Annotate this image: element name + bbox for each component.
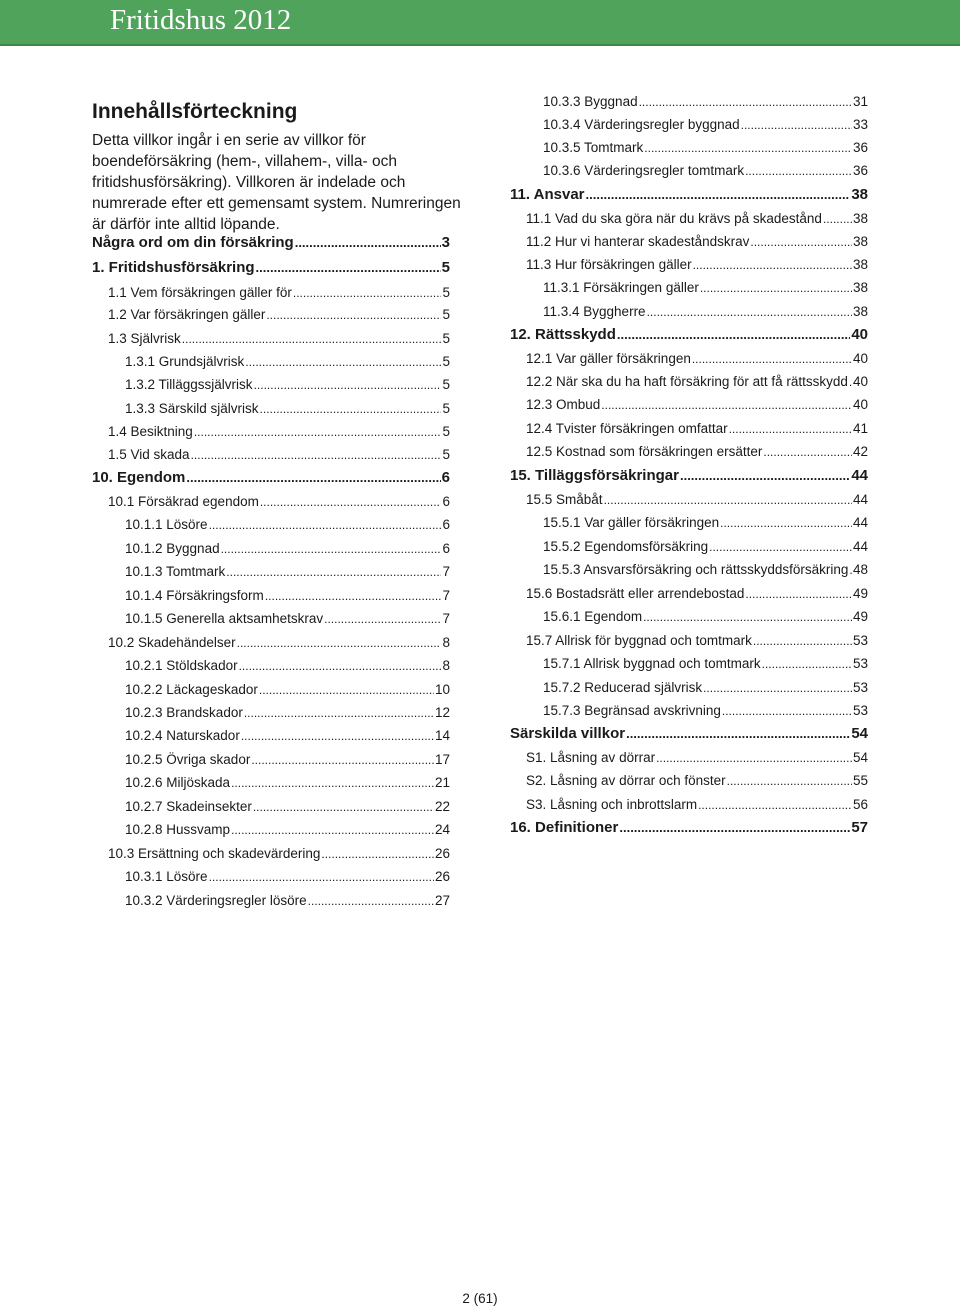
toc-entry-page: 42 (852, 444, 868, 459)
toc-leader-dots (656, 749, 852, 767)
toc-entry-title: 1. Fritidshusförsäkring (92, 259, 255, 276)
toc-leader-dots (194, 423, 442, 441)
toc-entry[interactable] (510, 725, 868, 743)
toc-entry-page: 57 (851, 819, 868, 836)
toc-entry[interactable] (125, 774, 450, 792)
toc-entry-title: 10.3.4 Värderingsregler byggnad (543, 117, 740, 132)
toc-leader-dots (709, 538, 852, 556)
toc-entry-page: 5 (442, 331, 450, 346)
page-number: 2 (61) (462, 1291, 498, 1306)
toc-leader-dots (221, 540, 442, 558)
toc-entry-page: 38 (852, 304, 868, 319)
toc-leader-dots (182, 330, 442, 348)
toc-entry-page: 6 (442, 517, 450, 532)
toc-leader-dots (750, 233, 852, 251)
toc-entry-title: 11.3.4 Byggherre (543, 304, 646, 319)
toc-entry-page: 48 (852, 562, 868, 577)
toc-entry-title: S2. Låsning av dörrar och fönster (526, 773, 726, 788)
toc-entry-title: 11.2 Hur vi hanterar skadeståndskrav (526, 234, 750, 249)
toc-entry-title: 10.3 Ersättning och skadevärdering (108, 846, 321, 861)
toc-leader-dots (604, 491, 852, 509)
toc-entry-title: 15.5 Småbåt (526, 492, 603, 507)
toc-entry[interactable] (526, 796, 868, 814)
toc-entry[interactable] (125, 540, 450, 558)
toc-leader-dots (259, 681, 434, 699)
toc-entry-title: 11.3.1 Försäkringen gäller (543, 280, 699, 295)
toc-entry-page: 40 (852, 374, 868, 389)
toc-entry[interactable] (510, 467, 868, 485)
toc-entry-title: S1. Låsning av dörrar (526, 750, 656, 765)
toc-entry-page: 53 (852, 703, 868, 718)
toc-entry-page: 8 (442, 635, 450, 650)
toc-entry-page: 38 (852, 211, 868, 226)
document-title: Fritidshus 2012 (110, 4, 292, 36)
toc-leader-dots (849, 373, 852, 391)
toc-entry[interactable] (526, 396, 868, 414)
toc-leader-dots (849, 561, 852, 579)
toc-entry[interactable] (125, 704, 450, 722)
toc-leader-dots (266, 306, 441, 324)
toc-leader-dots (295, 234, 441, 252)
toc-entry-page: 36 (852, 140, 868, 155)
toc-entry-page: 27 (434, 893, 450, 908)
toc-entry[interactable] (125, 821, 450, 839)
toc-leader-dots (703, 679, 852, 697)
toc-entry[interactable] (92, 234, 450, 252)
toc-entry-title: Några ord om din försäkring (92, 234, 294, 251)
toc-entry-title: 15.6.1 Egendom (543, 609, 643, 624)
toc-entry[interactable] (526, 256, 868, 274)
toc-entry[interactable] (125, 563, 450, 581)
toc-entry[interactable] (543, 655, 868, 673)
toc-entry-page: 7 (442, 564, 450, 579)
toc-leader-dots (586, 186, 851, 204)
page-header-bar (0, 0, 960, 46)
toc-leader-dots (745, 585, 852, 603)
toc-entry-page: 7 (442, 588, 450, 603)
toc-entry-page: 44 (852, 539, 868, 554)
toc-entry-title: 10.3.1 Lösöre (125, 869, 208, 884)
toc-entry[interactable] (526, 491, 868, 509)
toc-entry-title: 10.2 Skadehändelser (108, 635, 236, 650)
toc-entry[interactable] (125, 892, 450, 910)
toc-leader-dots (244, 704, 434, 722)
toc-leader-dots (643, 608, 852, 626)
toc-entry-title: 12.2 När ska du ha haft försäkring för att få rättsskydd (526, 374, 848, 389)
toc-entry[interactable] (125, 751, 450, 769)
toc-entry-title: 12.4 Tvister försäkringen omfattar (526, 421, 728, 436)
toc-entry-title: 10.2.6 Miljöskada (125, 775, 231, 790)
toc-entry-title: 10.2.4 Naturskador (125, 728, 240, 743)
toc-entry-page: 40 (851, 326, 868, 343)
toc-entry-page: 40 (852, 397, 868, 412)
toc-leader-dots (251, 751, 434, 769)
toc-entry-page: 5 (442, 354, 450, 369)
toc-entry-title: 10.1.4 Försäkringsform (125, 588, 264, 603)
toc-entry-page: 38 (851, 186, 868, 203)
toc-entry[interactable] (526, 210, 868, 228)
toc-entry-page: 44 (852, 492, 868, 507)
toc-leader-dots (639, 93, 852, 111)
toc-entry[interactable] (543, 608, 868, 626)
toc-entry-page: 49 (852, 609, 868, 624)
toc-entry-page: 38 (852, 234, 868, 249)
toc-entry[interactable] (125, 657, 450, 675)
toc-entry[interactable] (543, 116, 868, 134)
toc-entry-title: 10.1.5 Generella aktsamhetskrav (125, 611, 324, 626)
toc-entry-page: 31 (852, 94, 868, 109)
toc-entry-page: 14 (434, 728, 450, 743)
toc-entry-title: 10.2.1 Stöldskador (125, 658, 238, 673)
toc-entry[interactable] (543, 561, 868, 579)
toc-entry-page: 3 (441, 234, 450, 251)
toc-entry-page: 6 (441, 469, 450, 486)
toc-entry-page: 49 (852, 586, 868, 601)
toc-entry[interactable] (526, 443, 868, 461)
toc-leader-dots (256, 259, 441, 277)
toc-entry[interactable] (125, 376, 450, 394)
toc-entry-title: 16. Definitioner (510, 819, 619, 836)
toc-entry[interactable] (526, 632, 868, 650)
toc-entry-title: 10.1.3 Tomtmark (125, 564, 226, 579)
toc-entry-page: 40 (852, 351, 868, 366)
toc-entry[interactable] (510, 186, 868, 204)
toc-entry[interactable] (526, 420, 868, 438)
toc-entry-page: 53 (852, 656, 868, 671)
toc-leader-dots (693, 256, 852, 274)
toc-entry-title: 10.3.2 Värderingsregler lösöre (125, 893, 307, 908)
toc-leader-dots (239, 657, 442, 675)
toc-entry[interactable] (108, 446, 450, 464)
toc-leader-dots (720, 514, 852, 532)
toc-entry-title: 12.1 Var gäller försäkringen (526, 351, 691, 366)
toc-leader-dots (729, 420, 852, 438)
toc-entry-page: 44 (851, 467, 868, 484)
toc-leader-dots (680, 467, 850, 485)
toc-entry[interactable] (543, 93, 868, 111)
toc-entry-title: 1.5 Vid skada (108, 447, 190, 462)
toc-entry-title: 1.3 Självrisk (108, 331, 181, 346)
toc-intro-text: Detta villkor ingår i en serie av villkor för boendeförsäkring (hem-, villahem-, villa- och fritidshusförsäkring). Villkoren är indelade och numrerade efter ett gemensamt system. Numreringen är därför inte alltid löpande. (92, 132, 461, 233)
toc-entry-page: 21 (434, 775, 450, 790)
toc-entry-title: Särskilda villkor (510, 725, 626, 742)
toc-entry[interactable] (543, 279, 868, 297)
toc-entry-title: 15.7.3 Begränsad avskrivning (543, 703, 721, 718)
toc-entry-page: 5 (442, 285, 450, 300)
toc-leader-dots (698, 796, 852, 814)
toc-entry-page: 6 (442, 494, 450, 509)
toc-entry-title: 11. Ansvar (510, 186, 585, 203)
toc-leader-dots (741, 116, 852, 134)
toc-leader-dots (617, 326, 850, 344)
toc-entry-title: 10.1 Försäkrad egendom (108, 494, 259, 509)
toc-entry[interactable] (125, 868, 450, 886)
toc-entry-title: 15. Tilläggsförsäkringar (510, 467, 679, 484)
toc-entry[interactable] (125, 400, 450, 418)
toc-entry-page: 54 (852, 750, 868, 765)
toc-entry[interactable] (543, 139, 868, 157)
toc-entry-page: 36 (852, 163, 868, 178)
toc-entry[interactable] (510, 819, 868, 837)
toc-heading: Innehållsförteckning (92, 100, 298, 123)
toc-leader-dots (253, 798, 434, 816)
toc-entry[interactable] (108, 845, 450, 863)
toc-entry-title: 10.1.2 Byggnad (125, 541, 220, 556)
toc-entry-page: 17 (434, 752, 450, 767)
toc-entry-page: 12 (434, 705, 450, 720)
toc-entry-page: 26 (434, 846, 450, 861)
toc-entry-page: 7 (442, 611, 450, 626)
toc-entry-title: 10. Egendom (92, 469, 186, 486)
toc-entry-page: 10 (434, 682, 450, 697)
toc-leader-dots (245, 353, 441, 371)
toc-entry[interactable] (108, 423, 450, 441)
toc-entry-page: 56 (852, 797, 868, 812)
toc-leader-dots (700, 279, 852, 297)
toc-entry-title: 12. Rättsskydd (510, 326, 616, 343)
toc-entry-page: 38 (852, 280, 868, 295)
toc-entry-title: 10.2.5 Övriga skador (125, 752, 251, 767)
toc-entry-title: 1.3.3 Särskild självrisk (125, 401, 259, 416)
toc-entry-page: 24 (434, 822, 450, 837)
toc-entry[interactable] (526, 373, 868, 391)
toc-leader-dots (324, 610, 441, 628)
toc-leader-dots (753, 632, 852, 650)
toc-entry-page: 5 (442, 307, 450, 322)
toc-entry[interactable] (543, 679, 868, 697)
toc-entry-title: 15.5.2 Egendomsförsäkring (543, 539, 709, 554)
toc-entry-title: 10.2.3 Brandskador (125, 705, 243, 720)
toc-entry-page: 38 (852, 257, 868, 272)
toc-entry-page: 55 (852, 773, 868, 788)
toc-entry-page: 8 (442, 658, 450, 673)
toc-entry[interactable] (108, 330, 450, 348)
toc-entry[interactable] (125, 516, 450, 534)
toc-leader-dots (237, 634, 442, 652)
toc-entry-title: 1.3.1 Grundsjälvrisk (125, 354, 245, 369)
toc-entry[interactable] (526, 233, 868, 251)
toc-entry-title: 1.3.2 Tilläggssjälvrisk (125, 377, 253, 392)
toc-leader-dots (226, 563, 441, 581)
toc-entry[interactable] (92, 469, 450, 487)
toc-entry-title: 15.7.2 Reducerad självrisk (543, 680, 703, 695)
toc-leader-dots (260, 400, 442, 418)
toc-entry[interactable] (125, 587, 450, 605)
toc-leader-dots (260, 493, 442, 511)
toc-leader-dots (619, 819, 850, 837)
toc-entry[interactable] (108, 493, 450, 511)
toc-entry-page: 5 (441, 259, 450, 276)
toc-entry-page: 6 (442, 541, 450, 556)
toc-entry[interactable] (526, 585, 868, 603)
toc-entry-title: 15.5.3 Ansvarsförsäkring och rättsskyddsförsäkring (543, 562, 849, 577)
toc-entry-title: 11.1 Vad du ska göra när du krävs på skadestånd (526, 211, 822, 226)
toc-entry-title: 15.6 Bostadsrätt eller arrendebostad (526, 586, 745, 601)
toc-entry-page: 5 (442, 447, 450, 462)
toc-entry-title: 1.4 Besiktning (108, 424, 193, 439)
toc-leader-dots (241, 727, 434, 745)
toc-leader-dots (321, 845, 434, 863)
toc-entry-title: 15.7 Allrisk för byggnad och tomtmark (526, 633, 752, 648)
toc-entry-page: 53 (852, 680, 868, 695)
toc-leader-dots (293, 284, 442, 302)
toc-entry[interactable] (543, 514, 868, 532)
toc-entry-title: 1.1 Vem försäkringen gäller för (108, 285, 292, 300)
toc-entry-title: 15.5.1 Var gäller försäkringen (543, 515, 720, 530)
toc-leader-dots (231, 774, 434, 792)
toc-entry[interactable] (92, 259, 450, 277)
toc-entry-title: 10.3.5 Tomtmark (543, 140, 644, 155)
toc-entry-title: 10.3.3 Byggnad (543, 94, 638, 109)
toc-entry[interactable] (526, 350, 868, 368)
toc-leader-dots (762, 655, 852, 673)
toc-leader-dots (191, 446, 442, 464)
toc-entry-title: 15.7.1 Allrisk byggnad och tomtmark (543, 656, 761, 671)
toc-entry-page: 22 (434, 799, 450, 814)
toc-entry[interactable] (526, 749, 868, 767)
toc-leader-dots (644, 139, 852, 157)
toc-leader-dots (254, 376, 442, 394)
toc-entry[interactable] (543, 162, 868, 180)
toc-entry-page: 5 (442, 424, 450, 439)
toc-leader-dots (763, 443, 852, 461)
toc-entry[interactable] (543, 538, 868, 556)
toc-leader-dots (823, 210, 852, 228)
toc-entry[interactable] (510, 326, 868, 344)
toc-entry-title: S3. Låsning och inbrottslarm (526, 797, 698, 812)
toc-entry-page: 33 (852, 117, 868, 132)
toc-entry[interactable] (108, 284, 450, 302)
toc-entry[interactable] (108, 306, 450, 324)
toc-entry[interactable] (108, 634, 450, 652)
toc-entry-title: 10.2.2 Läckageskador (125, 682, 258, 697)
toc-entry-title: 12.3 Ombud (526, 397, 601, 412)
toc-leader-dots (647, 303, 852, 321)
toc-leader-dots (209, 516, 442, 534)
toc-leader-dots (308, 892, 434, 910)
toc-entry[interactable] (543, 303, 868, 321)
toc-entry-title: 10.3.6 Värderingsregler tomtmark (543, 163, 745, 178)
toc-entry-title: 11.3 Hur försäkringen gäller (526, 257, 692, 272)
toc-entry[interactable] (125, 798, 450, 816)
toc-entry[interactable] (543, 702, 868, 720)
toc-entry-page: 41 (852, 421, 868, 436)
toc-leader-dots (727, 772, 852, 790)
toc-entry[interactable] (125, 727, 450, 745)
toc-entry-title: 12.5 Kostnad som försäkringen ersätter (526, 444, 763, 459)
toc-entry-page: 5 (442, 401, 450, 416)
toc-leader-dots (601, 396, 852, 414)
toc-entry[interactable] (125, 610, 450, 628)
toc-entry-page: 26 (434, 869, 450, 884)
toc-entry-page: 54 (851, 725, 868, 742)
toc-leader-dots (186, 469, 440, 487)
toc-leader-dots (692, 350, 852, 368)
toc-entry-title: 10.2.8 Hussvamp (125, 822, 231, 837)
toc-leader-dots (722, 702, 852, 720)
toc-entry[interactable] (125, 353, 450, 371)
toc-entry-title: 10.2.7 Skadeinsekter (125, 799, 252, 814)
toc-entry-title: 10.1.1 Lösöre (125, 517, 208, 532)
toc-entry-page: 5 (442, 377, 450, 392)
toc-leader-dots (626, 725, 850, 743)
toc-leader-dots (231, 821, 434, 839)
toc-entry-page: 53 (852, 633, 868, 648)
toc-leader-dots (745, 162, 852, 180)
toc-entry-title: 1.2 Var försäkringen gäller (108, 307, 266, 322)
toc-entry-page: 44 (852, 515, 868, 530)
toc-leader-dots (265, 587, 442, 605)
toc-entry[interactable] (125, 681, 450, 699)
toc-entry[interactable] (526, 772, 868, 790)
toc-leader-dots (209, 868, 434, 886)
